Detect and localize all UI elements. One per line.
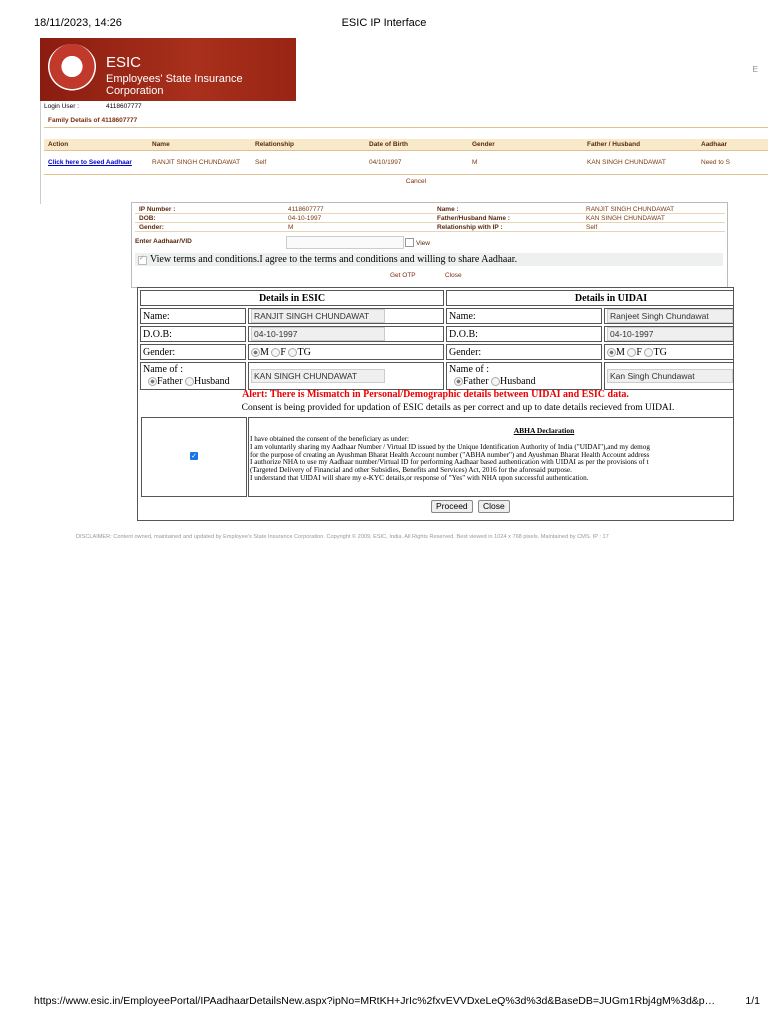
disclaimer: DISCLAIMER: Content owned, maintained and updated by Employee's State Insurance Corporation. Copyright © 2009, ESIC, India. All Rights Reserved. Best viewed in 1024 x 768 pixels. Maintained by CMS. IP : 17	[76, 534, 609, 540]
esic-name-label: Name:	[140, 308, 246, 324]
uidai-dob-label: D.O.B:	[446, 326, 602, 342]
uidai-father-radio[interactable]	[454, 377, 463, 386]
terms-checkbox[interactable]	[138, 256, 147, 265]
uidai-name-field: Ranjeet Singh Chundawat	[607, 309, 733, 323]
ip-dob-value: 04-10-1997	[284, 214, 433, 223]
view-checkbox[interactable]	[405, 238, 414, 247]
row-gender: M	[468, 151, 583, 175]
row-dob: 04/10/1997	[365, 151, 468, 175]
declaration-text: I have obtained the consent of the beneficiary as under: I am voluntarily sharing my Aadhaar Number / Virtual ID issued by the Unique Identification Authority of India ("UIDAI"),and my demog for the purpose of creating an Ayushman Bharat Health Account number ("ABHA number") and Ayushman Bharat Health Account address I authorize NHA to use my Aadhaar number/Virtual ID for performing Aadhaar based authentication with UIDAI as per the provisions of t (Targeted Delivery of Financial and other Subsidies, Benefits and Services) Act, 2016 for the aforesaid purpose. I understand that UIDAI will share my e-KYC details,or response of "Yes" with NHA upon successful authentication.	[250, 435, 650, 482]
aadhaar-input[interactable]	[286, 236, 404, 249]
esic-dob-label: D.O.B:	[140, 326, 246, 342]
logo-full-name: Employees' State Insurance Corporation	[106, 73, 243, 97]
uidai-name-label: Name:	[446, 308, 602, 324]
esic-gender-m-radio[interactable]	[251, 348, 260, 357]
ip-details-panel	[131, 202, 728, 288]
consent-text: Consent is being provided for updation of ESIC details as per correct and up to date details recieved from UIDAI.	[241, 403, 675, 413]
view-label: View	[416, 240, 430, 247]
col-father: Father / Husband	[583, 139, 697, 151]
esic-father-field: KAN SINGH CHUNDAWAT	[251, 369, 385, 383]
uidai-details-heading: Details in UIDAI	[446, 290, 734, 306]
page-url: https://www.esic.in/EmployeePortal/IPAadhaarDetailsNew.aspx?ipNo=MRtKH+JrIc%2fxvEVVDxeLeQ%3d%3d&BaseDB=JUGm1Rbj4gM%3d&p…	[34, 995, 716, 1007]
col-name: Name	[148, 139, 251, 151]
ip-relationship-value: Self	[582, 223, 725, 232]
esic-nameof-cell: Name of : Father Husband	[140, 362, 246, 390]
row-relationship: Self	[251, 151, 365, 175]
esic-name-field: RANJIT SINGH CHUNDAWAT	[251, 309, 385, 323]
seed-aadhaar-link[interactable]: Click here to Seed Aadhaar	[48, 159, 132, 166]
mismatch-alert: Alert: There is Mismatch in Personal/Demographic details between UIDAI and ESIC data.	[242, 389, 629, 400]
col-aadhaar: Aadhaar	[697, 139, 768, 151]
page-title: ESIC IP Interface	[341, 17, 427, 29]
uidai-nameof-label: Name of :	[449, 364, 489, 375]
esic-father-radio[interactable]	[148, 377, 157, 386]
uidai-gender-m-radio[interactable]	[607, 348, 616, 357]
proceed-button[interactable]: Proceed	[431, 500, 473, 513]
table-row	[44, 151, 768, 175]
logo-short-name: ESIC	[106, 54, 142, 71]
login-user-label: Login User :	[44, 103, 80, 110]
declaration-checkbox-cell	[141, 417, 247, 497]
declaration-checkbox[interactable]: ✓	[191, 452, 197, 460]
ip-number-label: IP Number :	[135, 205, 284, 214]
esic-dob-field: 04-10-1997	[251, 327, 385, 341]
family-table	[44, 139, 768, 175]
cancel-link-wrap	[44, 178, 768, 185]
ip-number-value: 4118607777	[284, 205, 433, 214]
close-link[interactable]: Close	[445, 272, 462, 279]
corner-text: E	[752, 65, 758, 74]
comparison-table	[138, 288, 734, 392]
col-dob: Date of Birth	[365, 139, 468, 151]
ip-gender-value: M	[284, 223, 433, 232]
esic-husband-radio[interactable]	[185, 377, 194, 386]
ip-father-value: KAN SINGH CHUNDAWAT	[582, 214, 725, 223]
page-number: 1/1	[745, 995, 760, 1007]
ip-name-label: Name :	[433, 205, 582, 214]
declaration-title: ABHA Declaration	[513, 426, 575, 435]
ip-details-table	[135, 205, 725, 232]
esic-gender-options: M F TG	[248, 344, 444, 360]
uidai-gender-label: Gender:	[446, 344, 602, 360]
row-father: KAN SINGH CHUNDAWAT	[583, 151, 697, 175]
aadhaar-label: Enter Aadhaar/VID	[135, 238, 192, 245]
uidai-father-field: Kan Singh Chundawat	[607, 369, 733, 383]
uidai-nameof-cell: Name of : Father Husband	[446, 362, 602, 390]
abha-declaration	[248, 417, 734, 497]
esic-logo-banner	[40, 38, 296, 101]
ip-gender-label: Gender:	[135, 223, 284, 232]
print-datetime: 18/11/2023, 14:26	[34, 17, 122, 29]
ip-father-label: Father/Husband Name :	[433, 214, 582, 223]
col-action: Action	[44, 139, 148, 151]
col-relationship: Relationship	[251, 139, 365, 151]
ip-name-value: RANJIT SINGH CHUNDAWAT	[582, 205, 725, 214]
esic-nameof-label: Name of :	[143, 364, 183, 375]
uidai-husband-radio[interactable]	[491, 377, 500, 386]
ip-relationship-label: Relationship with IP :	[433, 223, 582, 232]
esic-gender-label: Gender:	[140, 344, 246, 360]
esic-details-heading: Details in ESIC	[140, 290, 444, 306]
close-button[interactable]: Close	[478, 500, 510, 513]
uidai-gender-options: M F TG	[604, 344, 734, 360]
get-otp-button[interactable]: Get OTP	[390, 272, 416, 279]
uidai-dob-field: 04-10-1997	[607, 327, 733, 341]
cancel-link[interactable]: Cancel	[405, 178, 427, 185]
terms-text: View terms and conditions.I agree to the terms and conditions and willing to share Aadhaar.	[150, 254, 518, 265]
family-details-title: Family Details of 4118607777	[44, 115, 768, 128]
esic-emblem-icon: ESIC	[47, 44, 97, 94]
ip-dob-label: DOB:	[135, 214, 284, 223]
comparison-panel	[137, 287, 734, 521]
row-name: RANJIT SINGH CHUNDAWAT	[148, 151, 251, 175]
terms-row	[135, 253, 723, 266]
col-gender: Gender	[468, 139, 583, 151]
row-aadhaar: Need to S	[697, 151, 768, 175]
login-user-value: 4118607777	[106, 103, 142, 110]
